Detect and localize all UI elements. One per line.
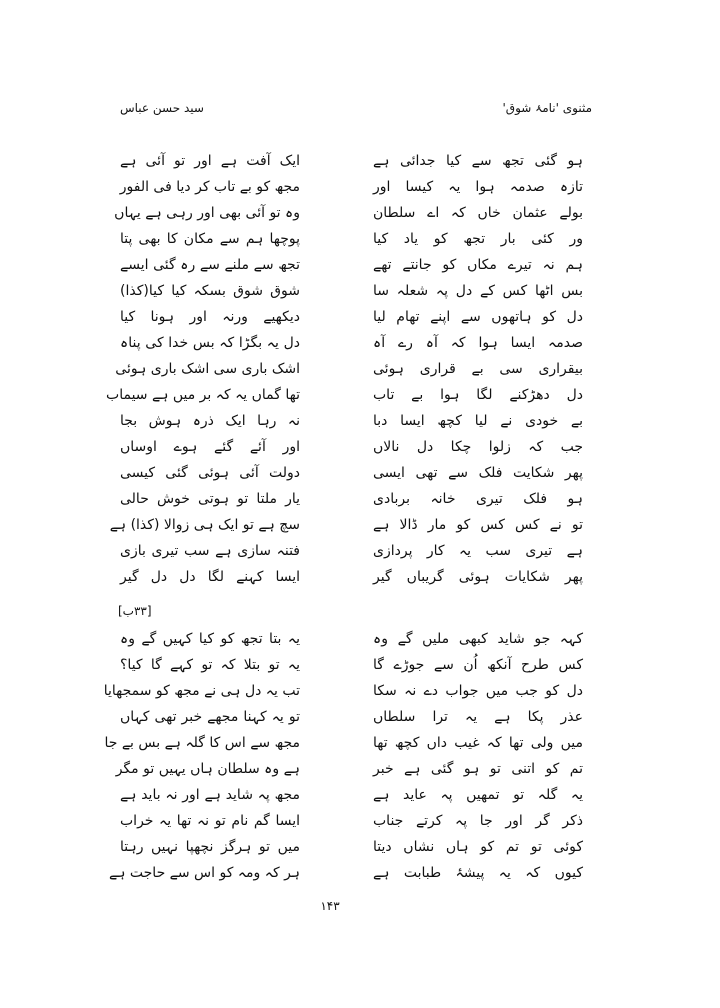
- verse-line-left: مجھ پہ شاید ہے اور نہ باید ہے: [120, 787, 300, 803]
- verse-line-left: سچ ہے تو ایک ہی زوالا (کذا) ہے: [109, 517, 300, 533]
- verse-line-right: ذکر گر اور جا پہ کرتے جناب: [373, 813, 583, 829]
- verse-line-right: کوئی تو تم کو ہاں نشاں دیتا: [373, 839, 583, 855]
- verse-line-right: بولے عثمان خاں کہ اے سلطان: [373, 205, 583, 221]
- verse-line-left: نہ رہا ایک ذرہ ہوش بجا: [120, 413, 300, 429]
- verse-line-left: مجھ کو بے تاب کر دیا فی الفور: [119, 179, 300, 195]
- verse-line-right: ہو گئی تجھ سے کیا جدائی ہے: [373, 153, 583, 169]
- verse-line-left: دیکھیے ورنہ اور ہونا کیا: [120, 309, 300, 325]
- verse-line-right: ہو فلک تیری خانہ بربادی: [373, 491, 583, 507]
- verse-line-left: ایک آفت ہے اور تو آئی ہے: [120, 153, 300, 169]
- verse-line-right: ور کئی بار تجھ کو یاد کیا: [373, 231, 583, 247]
- verse-line-right: ہم نہ تیرے مکاں کو جانتے تھے: [373, 257, 583, 273]
- verse-line-left: مجھ سے اس کا گلہ ہے بس بے جا: [104, 735, 300, 751]
- verse-line-left: دولت آئی ہوئی گئی کیسی: [120, 465, 300, 481]
- verse-line-left: ایسا گم نام تو نہ تھا یہ خراب: [120, 813, 300, 829]
- verse-line-right: پھر شکایات ہوئی گریباں گیر: [373, 569, 583, 585]
- verse-line-right: ہے تیری سب یہ کار پردازی: [373, 543, 583, 559]
- verse-line-right: دل کو ہاتھوں سے اپنے تھام لیا: [373, 309, 583, 325]
- verse-line-left: پوچھا ہم سے مکان کا بھی پتا: [120, 231, 300, 247]
- verse-line-right: بے خودی نے لیا کچھ ایسا دبا: [373, 413, 583, 429]
- verse-line-right: تازہ صدمہ ہوا یہ کیسا اور: [373, 179, 583, 195]
- verse-line-left: میں تو ہرگز نچھپا نہیں رہتا: [120, 839, 300, 855]
- verse-line-right: میں ولی تھا کہ غیب داں کچھ تھا: [373, 735, 583, 751]
- verse-line-left: تب یہ دل ہی نے مجھ کو سمجھایا: [103, 683, 300, 699]
- verse-line-right: جب کہ زلوا چکا دل نالاں: [373, 439, 583, 455]
- verse-line-right: کس طرح آنکھ اُن سے جوڑے گا: [373, 657, 583, 673]
- verse-line-right: عذر پکا ہے یہ ترا سلطاں: [373, 709, 583, 725]
- verse-line-left: اشک باری سی اشک باری ہوئی: [115, 361, 300, 377]
- verse-line-right: بس اٹھا کس کے دل پہ شعلہ سا: [373, 283, 583, 299]
- verse-line-right: یہ گلہ تو تمھیں پہ عاید ہے: [373, 787, 583, 803]
- verse-line-left: فتنہ سازی ہے سب تیری بازی: [120, 543, 300, 559]
- verse-line-left: یہ بتا تجھ کو کیا کہیں گے وہ: [120, 631, 300, 647]
- verse-line-left: ہے وہ سلطان ہاں یہیں تو مگر: [115, 761, 300, 777]
- verse-line-right: پھر شکایت فلک سے تھی ایسی: [373, 465, 583, 481]
- verse-line-right: صدمہ ایسا ہوا کہ آہ رے آہ: [373, 335, 583, 351]
- verse-line-left: دل یہ بگڑا کہ بس خدا کی پناہ: [120, 335, 300, 351]
- verse-line-left: اور آئے گئے ہوے اوساں: [120, 439, 300, 455]
- verse-line-right: دل دھڑکنے لگا ہوا بے تاب: [373, 387, 583, 403]
- folio-marker: [۳۳ب]: [118, 604, 152, 618]
- verse-line-right: بیقراری سی بے قراری ہوئی: [373, 361, 583, 377]
- running-head-author: سید حسن عباس: [120, 101, 204, 115]
- verse-line-right: کہہ جو شاید کبھی ملیں گے وہ: [373, 631, 583, 647]
- verse-line-left: ایسا کہنے لگا دل دل گیر: [120, 569, 300, 585]
- page-number: ۱۴۳: [320, 899, 340, 913]
- verse-line-left: یار ملتا تو ہوتی خوش حالی: [120, 491, 300, 507]
- verse-line-left: تو یہ کہنا مجھے خبر تھی کہاں: [120, 709, 300, 725]
- verse-line-right: تم کو اتنی تو ہو گئی ہے خبر: [373, 761, 583, 777]
- verse-line-left: یہ تو بتلا کہ تو کہے گا کیا؟: [120, 657, 300, 673]
- verse-line-right: تو نے کس کس کو مار ڈالا ہے: [373, 517, 583, 533]
- verse-line-right: دل کو جب میں جواب دے نہ سکا: [373, 683, 583, 699]
- verse-line-right: کیوں کہ یہ پیشۂ طبابت ہے: [373, 865, 583, 881]
- verse-line-left: شوق شوق بسکہ کیا کیا(کذا): [120, 283, 300, 299]
- verse-line-left: وہ تو آئی بھی اور رہی ہے یہاں: [114, 205, 300, 221]
- verse-line-left: تھا گماں یہ کہ بر میں ہے سیماب: [106, 387, 300, 403]
- running-head-title: مثنوی 'نامۂ شوق': [502, 101, 592, 115]
- verse-line-left: تجھ سے ملنے سے رہ گئی ایسے: [120, 257, 300, 273]
- verse-line-left: ہر کہ ومہ کو اس سے حاجت ہے: [109, 865, 300, 881]
